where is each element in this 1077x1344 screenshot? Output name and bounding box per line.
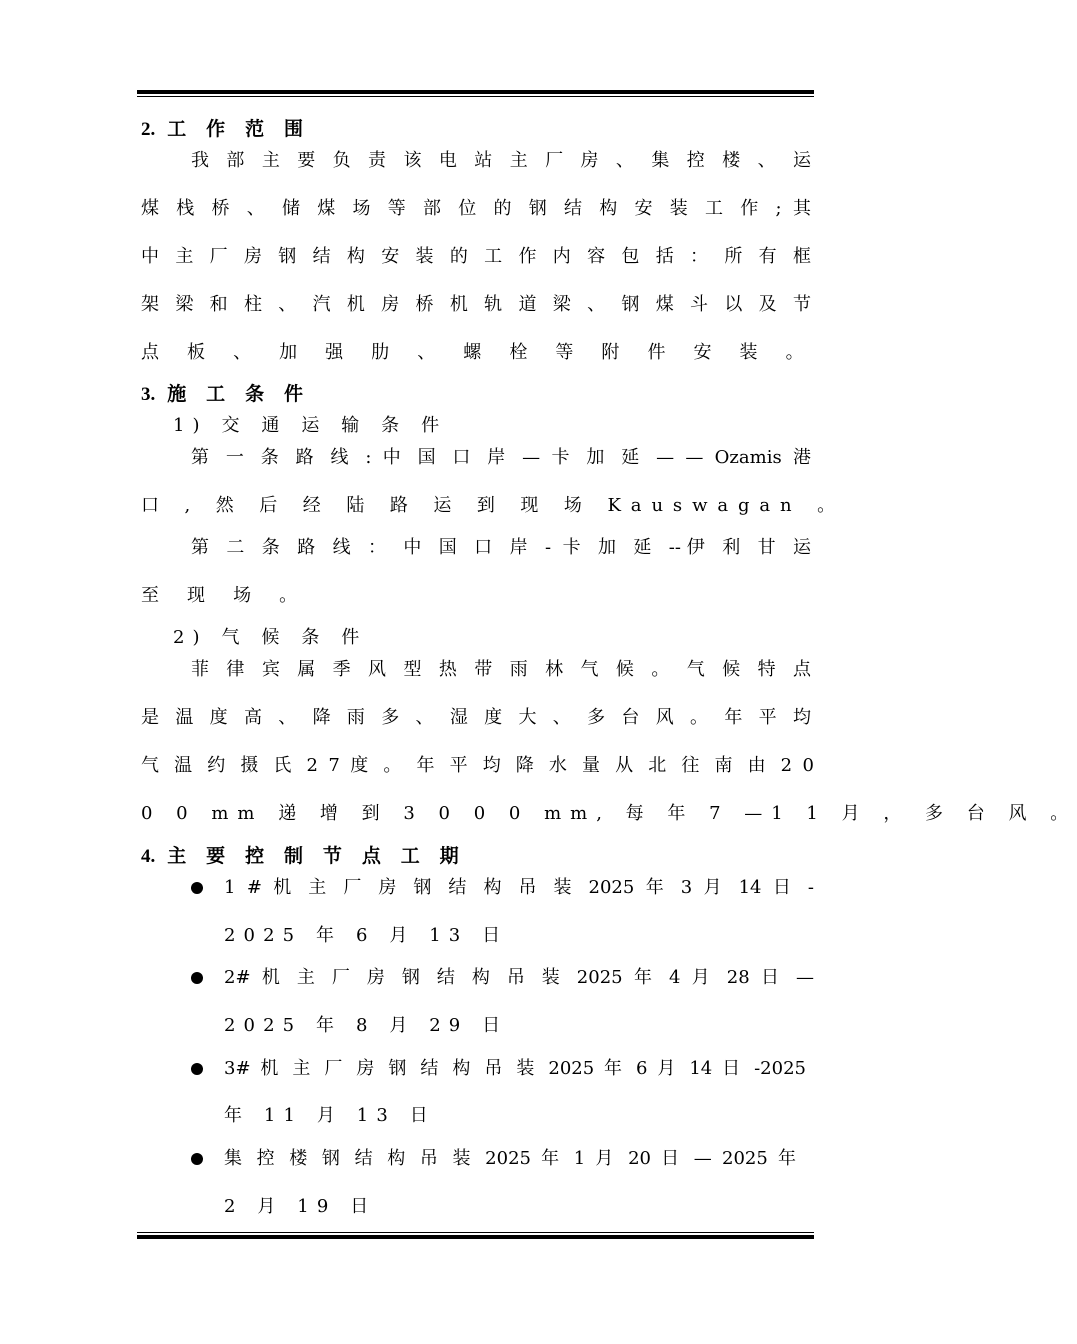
section-title: 施 工 条 件 [167,383,310,405]
section-number: 4. [141,846,156,867]
section-title: 主 要 控 制 节 点 工 期 [167,845,466,867]
paragraph-line: 菲 律 宾 属 季 风 型 热 带 雨 林 气 候 。 气 候 特 点 [191,659,811,680]
section-3-heading [141,382,811,407]
milestone-line: 集 控 楼 钢 结 构 吊 装 2025 年 1 月 20 日 — 2025 年 [224,1148,796,1169]
milestone-line: 2# 机 主 厂 房 钢 结 构 吊 装 2025 年 4 月 28 日 — [224,967,814,988]
bullet-icon [191,882,203,894]
bullet-icon [191,972,203,984]
milestone-line: 2 月 19 日 [224,1196,377,1217]
paragraph-line: 至 现 场 。 [141,585,309,606]
paragraph-line: 架 梁 和 柱 、 汽 机 房 桥 机 轨 道 梁 、 钢 煤 斗 以 及 节 [141,294,811,315]
milestone-line: 3# 机 主 厂 房 钢 结 构 吊 装 2025 年 6 月 14 日 -2025 [224,1058,806,1079]
paragraph-line: 点 板 、 加 强 肋 、 螺 栓 等 附 件 安 装 。 [141,342,815,363]
section-number: 2. [141,119,156,140]
section-4-heading [141,844,811,869]
milestone-line: 1 # 机 主 厂 房 钢 结 构 吊 装 2025 年 3 月 14 日 - [224,877,814,898]
subsection-label: 2) 气 候 条 件 [173,627,368,648]
section-number: 3. [141,384,156,405]
bullet-icon [191,1063,203,1075]
section-2-heading [141,117,811,142]
milestone-line: 2025 年 6 月 13 日 [224,925,509,946]
footer-rule [137,1232,814,1239]
paragraph-line: 煤 栈 桥 、 储 煤 场 等 部 位 的 钢 结 构 安 装 工 作 ; 其 [141,198,811,219]
milestone-line: 年 11 月 13 日 [224,1105,436,1126]
paragraph-line: 0 0 mm 递 增 到 3 0 0 0 mm, 每 年 7 —1 1 月 ， 多 台 风 。 [141,803,1077,824]
header-rule [137,90,814,97]
paragraph-line: 气 温 约 摄 氏 2 7 度 。 年 平 均 降 水 量 从 北 往 南 由 2 0 [141,755,814,776]
paragraph-line: 我 部 主 要 负 责 该 电 站 主 厂 房 、 集 控 楼 、 运 [191,150,811,171]
bullet-icon [191,1153,203,1165]
section-title: 工 作 范 围 [167,118,310,140]
paragraph-line: 第 二 条 路 线 ： 中 国 口 岸 - 卡 加 延 --伊 利 甘 运 [191,537,811,558]
paragraph-line: 口 , 然 后 经 陆 路 运 到 现 场 Kauswagan 。 [141,495,846,516]
subsection-label: 1) 交 通 运 输 条 件 [173,415,448,436]
paragraph-line: 中 主 厂 房 钢 结 构 安 装 的 工 作 内 容 包 括 ： 所 有 框 [141,246,811,267]
paragraph-line: 是 温 度 高 、 降 雨 多 、 湿 度 大 、 多 台 风 。 年 平 均 [141,707,811,728]
paragraph-line: 第 一 条 路 线 : 中 国 口 岸 — 卡 加 延 — — Ozamis 港 [191,447,811,468]
milestone-line: 2025 年 8 月 29 日 [224,1015,509,1036]
